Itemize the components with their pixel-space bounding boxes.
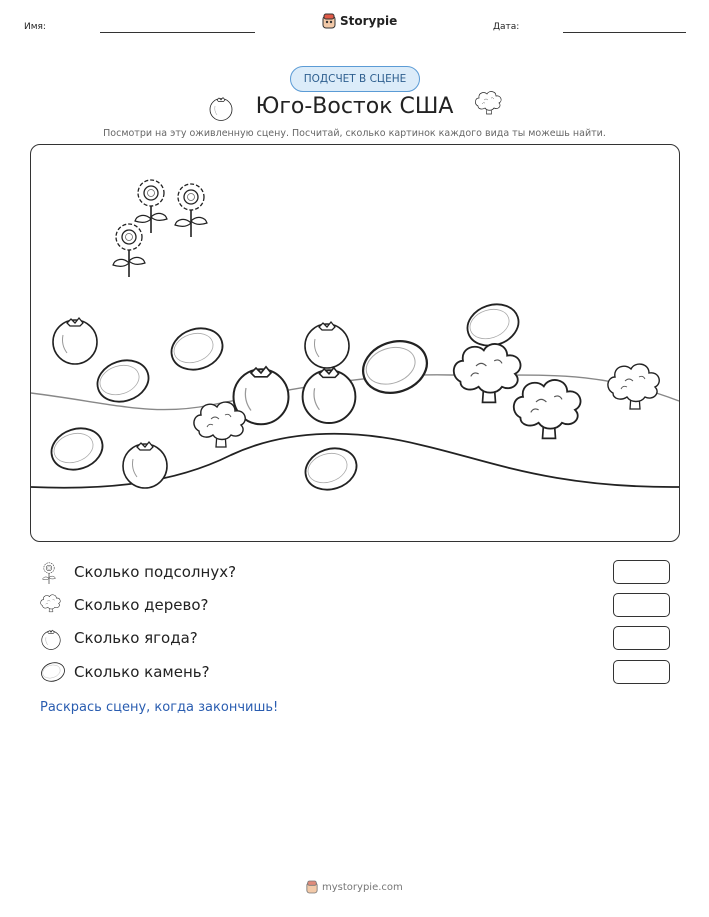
berry-2	[305, 322, 349, 368]
tree-icon	[40, 594, 62, 616]
sunflower-3	[113, 224, 145, 277]
tree-4	[608, 364, 659, 409]
answer-box-sunflower[interactable]	[613, 560, 670, 584]
stone-1	[92, 354, 154, 408]
berry-5	[123, 442, 167, 488]
date-label: Дата:	[493, 22, 520, 32]
brand-logo	[322, 13, 397, 29]
sunflower-2	[175, 184, 207, 237]
storypie-mascot-icon	[306, 880, 318, 894]
brand-name: Storypie	[340, 14, 398, 28]
date-field[interactable]	[563, 32, 686, 33]
coloring-note: Раскрась сцену, когда закончишь!	[40, 700, 279, 715]
answer-box-tree[interactable]	[613, 593, 670, 617]
berry-1	[53, 318, 97, 364]
stone-icon	[40, 661, 66, 683]
berry-icon	[40, 628, 62, 650]
question-stone: Сколько камень?	[74, 663, 210, 681]
footer	[306, 880, 403, 894]
tree-icon	[474, 90, 504, 120]
footer-url[interactable]: mystorypie.com	[322, 881, 403, 893]
answer-box-stone[interactable]	[613, 660, 670, 684]
name-label: Имя:	[24, 22, 46, 32]
question-tree: Сколько дерево?	[74, 596, 209, 614]
answer-box-berry[interactable]	[613, 626, 670, 650]
stone-5	[46, 422, 108, 476]
name-field[interactable]	[100, 32, 255, 33]
stone-6	[300, 442, 362, 496]
storypie-mascot-icon	[322, 13, 336, 29]
question-berry: Сколько ягода?	[74, 629, 198, 647]
sunflower-1	[135, 180, 167, 233]
page-title: Юго-Восток США	[255, 94, 454, 119]
question-sunflower: Сколько подсолнух?	[74, 563, 237, 581]
tree-2	[454, 344, 521, 402]
stone-2	[166, 322, 228, 376]
sunflower-icon	[40, 561, 58, 585]
counting-scene	[30, 144, 680, 542]
stone-3	[356, 333, 433, 401]
tree-3	[514, 380, 581, 438]
berry-4	[303, 368, 356, 423]
scene-illustration	[31, 145, 679, 541]
activity-badge: ПОДСЧЕТ В СЦЕНЕ	[290, 66, 420, 92]
instructions: Посмотри на эту оживленную сцену. Посчитай, сколько картинок каждого вида ты можешь найти.	[103, 128, 606, 139]
